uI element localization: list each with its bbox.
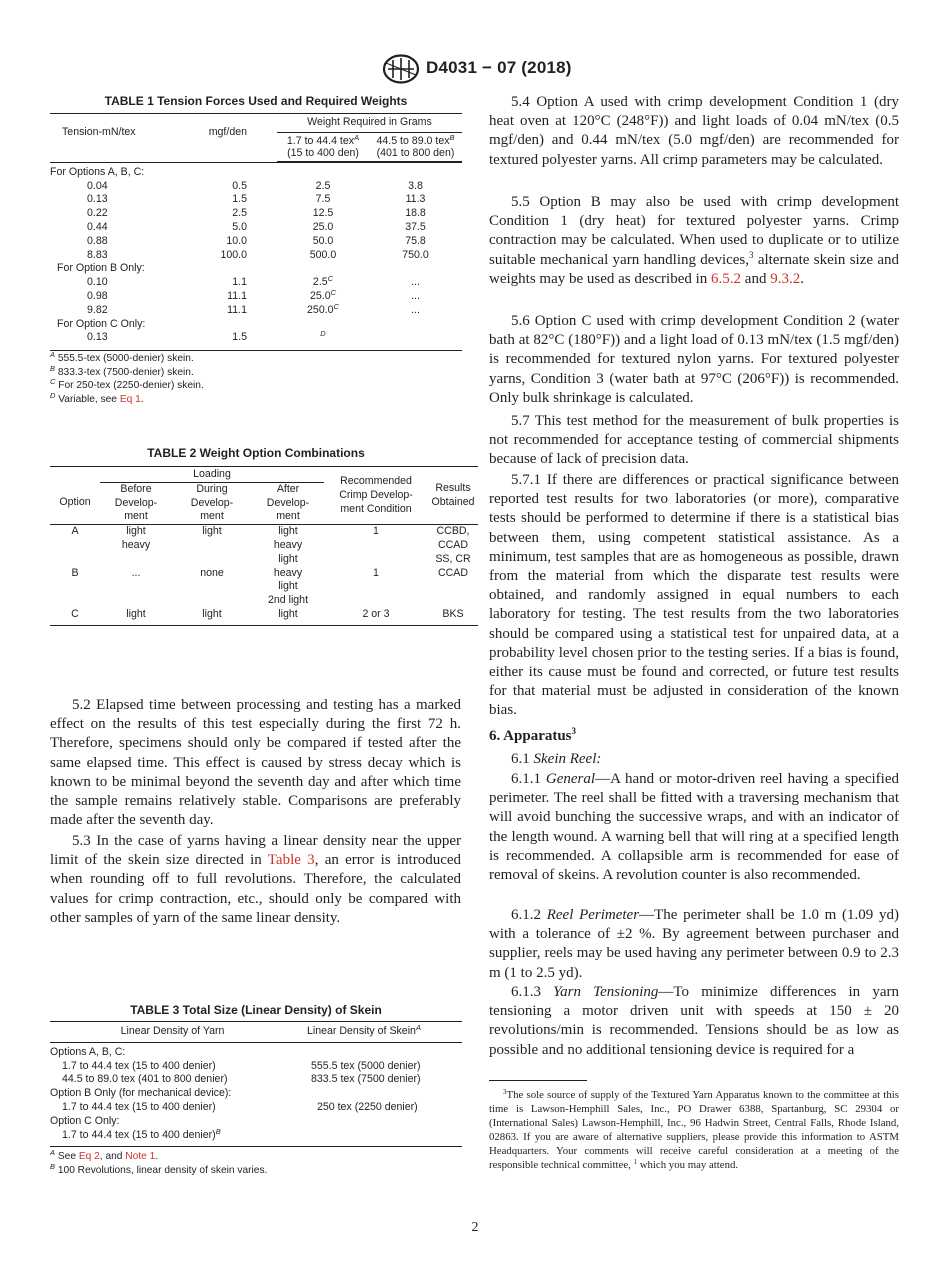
table3-title: TABLE 3 Total Size (Linear Density) of Skein bbox=[130, 1003, 382, 1017]
page-number: 2 bbox=[471, 1220, 479, 1235]
t1-footnotes: $^A$ 555.5-tex (5000-denier) skein. $^B$ 833.3-tex (7500-denier) skein. $^C$ For 250-tex (2250-denier) skein. $^D$ Variable, see Eq 1. bbox=[50, 350, 204, 405]
table-row: 0.13 1.5 $^D$ bbox=[87, 329, 326, 344]
eq1-link[interactable]: Eq 1 bbox=[119, 393, 141, 405]
paragraph-5-2: 5.2 Elapsed time between processing and testing has a marked effect on the results of this test especially during the first 72 h. Therefore, specimens should only be compared if tested after the same elapsed time. This effect is caused by stress decay which is known to be minimal beyond the seventh day and after which time the sample remains relatively stable. Comparisons are preferably made after the seventh day. bbox=[50, 697, 461, 829]
t2-header-before: Before Develop- ment bbox=[114, 482, 158, 523]
paragraph-5-4: 5.4 Option A used with crimp development Condition 1 (dry heat oven at 120°C (248°F)) and light loads of 0.04 mN/tex (0.5 mgf/den) and 0.44 mN/tex (5.0 mgf/den) are recommended for textured polyester yarns. All crimp parameters may be calculated. bbox=[489, 94, 899, 168]
table-row: 0.44 5.0 25.0 37.5 bbox=[87, 220, 426, 233]
table-row: 0.22 2.5 12.5 18.8 bbox=[87, 207, 426, 220]
table-row: 9.82 11.1 $250.0^C$ ... bbox=[87, 301, 420, 316]
section-6-heading: 6. Apparatus$^3$ bbox=[489, 726, 577, 744]
table2-title: TABLE 2 Weight Option Combinations bbox=[147, 446, 365, 460]
t1-header-weight: Weight Required in Grams bbox=[277, 114, 462, 133]
table3: Linear Density of Yarn Linear Density of Skein$^A$ Options A, B, C: 1.7 to 44.4 tex (15 to 400 denier) 555.5 tex (5000 denier) 44.5 to 89.0 tex (401 to 800 denier) 833.5 tex (7500 denier) Option B Only (for mechanical device): 1.7 to 44.4 tex (15 to 400 denier) 250 tex (2250 denier) Option C Only: 1.7 to 44.4 tex (15 to 400 denier)$^B$ bbox=[50, 1021, 462, 1147]
t3-header-yarn: Linear Density of Yarn bbox=[50, 1022, 295, 1043]
t1-group-abc: For Options A, B, C: bbox=[50, 165, 145, 178]
table-row: 1.7 to 44.4 tex (15 to 400 denier) 250 tex (2250 denier) bbox=[62, 1100, 418, 1113]
t2-header-option: Option bbox=[59, 495, 91, 508]
table-row: 0.13 1.5 7.5 11.3 bbox=[87, 193, 426, 206]
footnote-3: $^3$The sole source of supply of the Textured Yarn Apparatus known to the committee at this time is Lawson-Hemphill Sales, Inc., PO Drawer 6388, Spartanburg, SC 29304 or (International Sales) Lawson-Hemphill, Inc., 96 Hadwin Street, Central Falls, Rhode Island, 02863. If you are aware of alternative suppliers, please provide this information to ASTM Headquarters. Your comments will receive careful consideration at a meeting of the responsible technical committee, $^1$ which you may attend. bbox=[489, 1088, 899, 1171]
table-row: 8.83 100.0 500.0 750.0 bbox=[87, 248, 429, 261]
table-row: 0.88 10.0 50.0 75.8 bbox=[87, 234, 426, 247]
table1 bbox=[50, 113, 462, 351]
t2-header-during: During Develop- ment bbox=[190, 482, 234, 523]
paragraph-5-7: 5.7 This test method for the measurement of bulk properties is not recommended for acceptance testing of commercial shipments because of lack of precision data. bbox=[489, 413, 899, 468]
table-row: A light heavy light light heavy light 1 CCBD, CCAD SS, CR bbox=[71, 525, 471, 565]
t1-header-w1: 1.7 to 44.4 tex$^A$ (15 to 400 den) bbox=[277, 132, 369, 161]
table-row: 0.04 0.5 2.5 3.8 bbox=[87, 179, 423, 192]
t3-footnotes: $^A$ See Eq 2, and Note 1. $^B$ 100 Revolutions, linear density of skein varies. bbox=[50, 1148, 268, 1176]
t1-header-tension: Tension-mN/tex bbox=[62, 126, 136, 138]
footnote-divider bbox=[489, 1080, 587, 1081]
paragraph-5-5: 5.5 Option B may also be used with crimp development Condition 1 (dry heat) for textured polyester yarns. Crimp contraction may be calculated. When used to duplicate or to utilize suitable mechanical yarn handling devices,$^3$ alternate skein size and weights may be used as described in 6.5.2 and 9.3.2. bbox=[489, 194, 899, 287]
t2-header-recommended: Recommended Crimp Develop- ment Condition bbox=[339, 475, 413, 515]
note1-link[interactable]: Note 1 bbox=[125, 1151, 156, 1162]
paragraph-6-1-1: 6.1.1 General—A hand or motor-driven reel having a specified perimeter. The reel shall be fitted with a traversing mechanism that will avoid bunching the successive wraps, and with an indicator of the length wound. A warning bell that will ring at a specified length is recommended. A collapsible arm is recommended for ease of removal of skeins. A revolution counter is also recommended. bbox=[489, 771, 899, 884]
table-row: B ... none heavy light 2nd light 1 CCAD bbox=[71, 566, 469, 607]
table-row: 0.10 1.1 $2.5^C$ ... bbox=[87, 274, 420, 289]
t2-header-loading: Loading bbox=[100, 467, 324, 483]
table-row: 44.5 to 89.0 tex (401 to 800 denier) 833.5 tex (7500 denier) bbox=[62, 1073, 421, 1086]
table2 bbox=[50, 466, 478, 626]
paragraph-5-3: 5.3 In the case of yarns having a linear density near the upper limit of the skein size directed in Table 3, an error is introduced when rounding off to full revolutions. Therefore, the calculated values for crimp contraction, etc., should only be compared with other samples of yarn of the same linear density. bbox=[50, 833, 462, 926]
section-9-3-2-link[interactable]: 9.3.2 bbox=[770, 270, 801, 287]
document-id: D4031 − 07 (2018) bbox=[426, 58, 572, 77]
eq2-link[interactable]: Eq 2 bbox=[78, 1151, 100, 1162]
table3-link[interactable]: Table 3 bbox=[267, 852, 315, 869]
t1-header-w2: 44.5 to 89.0 tex$^B$ (401 to 800 den) bbox=[369, 132, 462, 161]
page-header bbox=[0, 54, 950, 88]
table-row: 0.98 11.1 $25.0^C$ ... bbox=[87, 287, 420, 302]
astm-logo bbox=[381, 54, 421, 84]
paragraph-6-1-3: 6.1.3 Yarn Tensioning—To minimize differences in yarn tensioning a motor driven unit with speeds at 150 ± 20 revolutions/min is recommended. Tensions should be as low as possible and no additional tensioning device is required for a bbox=[489, 984, 899, 1058]
paragraph-5-6: 5.6 Option C used with crimp development Condition 2 (water bath at 82°C (180°F)) and a light load of 0.13 mN/tex (1.5 mgf/den) is recommended for textured nylon yarns. For textured polyester yarns, Condition 3 (water bath at 97°C (206°F)) is recommended. Only bulk shrinkage is calculated. bbox=[489, 313, 899, 406]
table-row: 1.7 to 44.4 tex (15 to 400 denier) 555.5 tex (5000 denier) bbox=[62, 1059, 421, 1072]
paragraph-5-7-1: 5.7.1 If there are differences or practical significance between reported test results for two laboratories (or more), comparative tests should be performed to determine if there is a statistical bias between them, using competent statistical assistance. As a minimum, test samples that are as homogeneous as possible, drawn from the material from which the disparate test results were obtained, and randomly assigned in equal numbers to each laboratory for testing. The test results from the two laboratories should be compared using a statistical test for unpaired data, at a probability level chosen prior to the testing series. If a bias is found, either its cause must be found and corrected, or future test results for that material must be adjusted in consideration of the known bias. bbox=[489, 472, 899, 719]
section-6-5-2-link[interactable]: 6.5.2 bbox=[711, 270, 742, 287]
table1-title: TABLE 1 Tension Forces Used and Required Weights bbox=[104, 94, 408, 108]
paragraph-6-1: 6.1 Skein Reel: bbox=[511, 751, 602, 767]
t1-group-c: For Option C Only: bbox=[57, 317, 146, 330]
t2-header-results: Results Obtained bbox=[431, 482, 475, 508]
t2-header-after: After Develop- ment bbox=[266, 482, 310, 523]
table-row: C light light light 2 or 3 BKS bbox=[71, 607, 464, 620]
t1-group-b: For Option B Only: bbox=[57, 262, 145, 275]
table-row: 1.7 to 44.4 tex (15 to 400 denier)$^B$ bbox=[62, 1126, 221, 1141]
t1-header-mgf: mgf/den bbox=[208, 126, 247, 138]
t3-header-skein: Linear Density of Skein$^A$ bbox=[295, 1022, 462, 1043]
paragraph-6-1-2: 6.1.2 Reel Perimeter—The perimeter shall be 1.0 m (1.09 yd) with a tolerance of ±2 %. By agreement between purchaser and supplier, reels may be used having any perimeter between 0.9 to 2.3 m (1 to 2.5 yd). bbox=[489, 907, 900, 981]
